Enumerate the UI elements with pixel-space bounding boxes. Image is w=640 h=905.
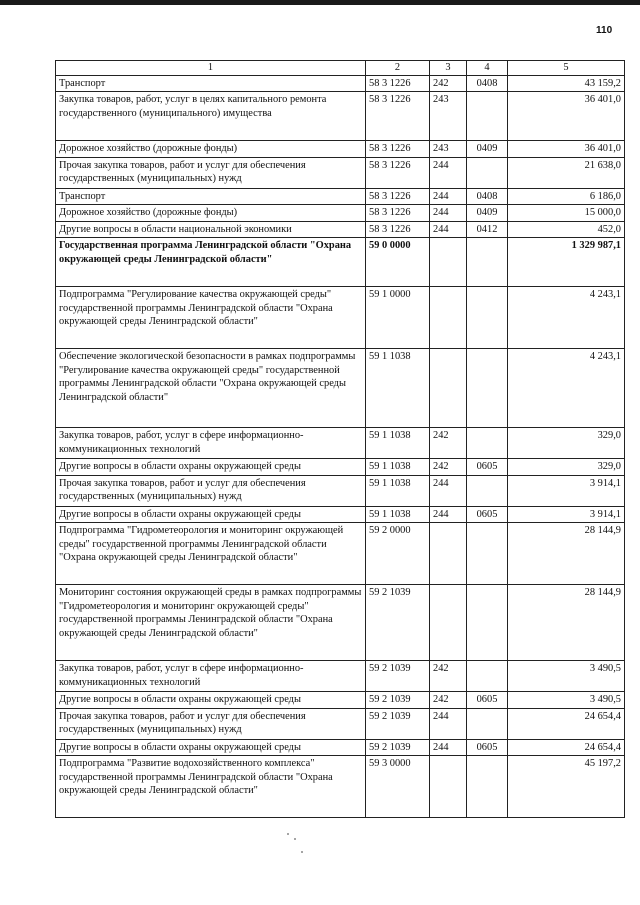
row-type: 243 [430, 92, 467, 141]
row-code: 59 1 0000 [366, 287, 430, 349]
table-row [56, 92, 625, 141]
row-name: Государственная программа Ленинградской области "Охрана окружающей среды Ленинградской области" [56, 238, 366, 287]
row-section [467, 585, 508, 661]
row-type: 244 [430, 506, 467, 523]
row-sum: 21 638,0 [508, 157, 625, 188]
row-name: Транспорт [56, 188, 366, 205]
table-row [56, 221, 625, 238]
row-name: Другие вопросы в области охраны окружающей среды [56, 459, 366, 476]
row-type [430, 349, 467, 428]
row-sum: 36 401,0 [508, 141, 625, 158]
row-section [467, 287, 508, 349]
table-row [56, 459, 625, 476]
row-name: Прочая закупка товаров, работ и услуг для обеспечения государственных (муниципальных) нужд [56, 708, 366, 739]
row-section [467, 523, 508, 585]
row-name: Подпрограмма "Гидрометеорология и мониторинг окружающей среды" государственной программы Ленинградской области "Охрана окружающей среды Ленинградской области" [56, 523, 366, 585]
table-row [56, 692, 625, 709]
row-type: 244 [430, 157, 467, 188]
table-row [56, 739, 625, 756]
row-name: Прочая закупка товаров, работ и услуг для обеспечения государственных (муниципальных) нужд [56, 475, 366, 506]
row-type: 242 [430, 428, 467, 459]
row-section: 0605 [467, 506, 508, 523]
row-section: 0409 [467, 141, 508, 158]
scan-speck [287, 833, 289, 835]
row-code: 58 3 1226 [366, 141, 430, 158]
row-code: 59 2 1039 [366, 739, 430, 756]
row-sum: 4 243,1 [508, 287, 625, 349]
row-type: 242 [430, 692, 467, 709]
row-name: Закупка товаров, работ, услуг в целях капитального ремонта государственного (муниципального) имущества [56, 92, 366, 141]
row-name: Дорожное хозяйство (дорожные фонды) [56, 205, 366, 222]
scan-speck [301, 851, 303, 853]
row-code: 58 3 1226 [366, 221, 430, 238]
row-type [430, 287, 467, 349]
table-row [56, 523, 625, 585]
row-code: 58 3 1226 [366, 157, 430, 188]
row-code: 59 2 1039 [366, 692, 430, 709]
column-header-name: 1 [56, 61, 366, 76]
row-name: Закупка товаров, работ, услуг в сфере информационно-коммуникационных технологий [56, 661, 366, 692]
table-row [56, 708, 625, 739]
table-row [56, 661, 625, 692]
table-row [56, 238, 625, 287]
row-type [430, 523, 467, 585]
row-type: 242 [430, 75, 467, 92]
row-name: Обеспечение экологической безопасности в рамках подпрограммы "Регулирование качества окружающей среды" государственной программы Ленинградской области "Охрана окружающей среды Ленинградской области" [56, 349, 366, 428]
row-sum: 6 186,0 [508, 188, 625, 205]
row-type [430, 585, 467, 661]
row-type: 244 [430, 205, 467, 222]
table-row [56, 188, 625, 205]
row-section [467, 428, 508, 459]
row-name: Подпрограмма "Регулирование качества окружающей среды" государственной программы Ленинградской области "Охрана окружающей среды Ленинградской области" [56, 287, 366, 349]
row-sum: 3 490,5 [508, 692, 625, 709]
table-row [56, 141, 625, 158]
row-section: 0408 [467, 188, 508, 205]
row-code: 59 1 1038 [366, 506, 430, 523]
row-section [467, 157, 508, 188]
column-header-code: 2 [366, 61, 430, 76]
row-section: 0605 [467, 739, 508, 756]
row-section [467, 661, 508, 692]
table-row [56, 205, 625, 222]
row-code: 59 0 0000 [366, 238, 430, 287]
column-header-sum: 5 [508, 61, 625, 76]
row-code: 59 2 0000 [366, 523, 430, 585]
row-code: 59 2 1039 [366, 585, 430, 661]
row-type: 244 [430, 739, 467, 756]
row-code: 58 3 1226 [366, 188, 430, 205]
row-section [467, 756, 508, 818]
row-sum: 24 654,4 [508, 739, 625, 756]
row-name: Другие вопросы в области охраны окружающей среды [56, 692, 366, 709]
table-header-row [56, 61, 625, 76]
budget-table [55, 60, 625, 818]
row-type [430, 756, 467, 818]
row-sum: 4 243,1 [508, 349, 625, 428]
row-name: Транспорт [56, 75, 366, 92]
row-section: 0412 [467, 221, 508, 238]
table-row [56, 506, 625, 523]
row-code: 59 1 1038 [366, 475, 430, 506]
row-name: Другие вопросы в области национальной экономики [56, 221, 366, 238]
row-type: 244 [430, 708, 467, 739]
row-type: 244 [430, 475, 467, 506]
row-code: 58 3 1226 [366, 92, 430, 141]
row-type: 243 [430, 141, 467, 158]
row-name: Другие вопросы в области охраны окружающей среды [56, 506, 366, 523]
row-name: Дорожное хозяйство (дорожные фонды) [56, 141, 366, 158]
row-section [467, 238, 508, 287]
row-section: 0605 [467, 459, 508, 476]
row-section [467, 475, 508, 506]
row-section: 0408 [467, 75, 508, 92]
row-sum: 3 914,1 [508, 475, 625, 506]
row-sum: 36 401,0 [508, 92, 625, 141]
row-code: 58 3 1226 [366, 205, 430, 222]
row-name: Мониторинг состояния окружающей среды в рамках подпрограммы "Гидрометеорология и мониторинг окружающей среды" государственной программы Ленинградской области "Охрана окружающей среды Ленинградской области" [56, 585, 366, 661]
row-code: 58 3 1226 [366, 75, 430, 92]
row-type: 242 [430, 661, 467, 692]
row-type: 242 [430, 459, 467, 476]
row-sum: 28 144,9 [508, 523, 625, 585]
row-name: Закупка товаров, работ, услуг в сфере информационно-коммуникационных технологий [56, 428, 366, 459]
table-row [56, 756, 625, 818]
row-section [467, 349, 508, 428]
row-sum: 45 197,2 [508, 756, 625, 818]
row-sum: 3 914,1 [508, 506, 625, 523]
row-code: 59 2 1039 [366, 661, 430, 692]
table-row [56, 349, 625, 428]
row-code: 59 2 1039 [366, 708, 430, 739]
row-section: 0605 [467, 692, 508, 709]
table-row [56, 475, 625, 506]
row-name: Прочая закупка товаров, работ и услуг для обеспечения государственных (муниципальных) нужд [56, 157, 366, 188]
row-section [467, 708, 508, 739]
row-code: 59 3 0000 [366, 756, 430, 818]
table-row [56, 428, 625, 459]
table-row [56, 75, 625, 92]
row-type: 244 [430, 221, 467, 238]
row-section [467, 92, 508, 141]
table-row [56, 585, 625, 661]
row-code: 59 1 1038 [366, 428, 430, 459]
scan-speck [294, 838, 296, 840]
row-sum: 28 144,9 [508, 585, 625, 661]
scan-top-edge [0, 0, 640, 5]
row-sum: 3 490,5 [508, 661, 625, 692]
table-row [56, 157, 625, 188]
row-name: Подпрограмма "Развитие водохозяйственного комплекса" государственной программы Ленинградской области "Охрана окружающей среды Ленинградской области" [56, 756, 366, 818]
row-sum: 452,0 [508, 221, 625, 238]
page-number: 110 [596, 25, 613, 36]
table-row [56, 287, 625, 349]
row-section: 0409 [467, 205, 508, 222]
row-type: 244 [430, 188, 467, 205]
row-sum: 1 329 987,1 [508, 238, 625, 287]
row-code: 59 1 1038 [366, 459, 430, 476]
row-sum: 329,0 [508, 428, 625, 459]
row-sum: 43 159,2 [508, 75, 625, 92]
row-sum: 15 000,0 [508, 205, 625, 222]
row-code: 59 1 1038 [366, 349, 430, 428]
row-type [430, 238, 467, 287]
row-sum: 24 654,4 [508, 708, 625, 739]
row-name: Другие вопросы в области охраны окружающей среды [56, 739, 366, 756]
row-sum: 329,0 [508, 459, 625, 476]
column-header-section: 4 [467, 61, 508, 76]
column-header-type: 3 [430, 61, 467, 76]
